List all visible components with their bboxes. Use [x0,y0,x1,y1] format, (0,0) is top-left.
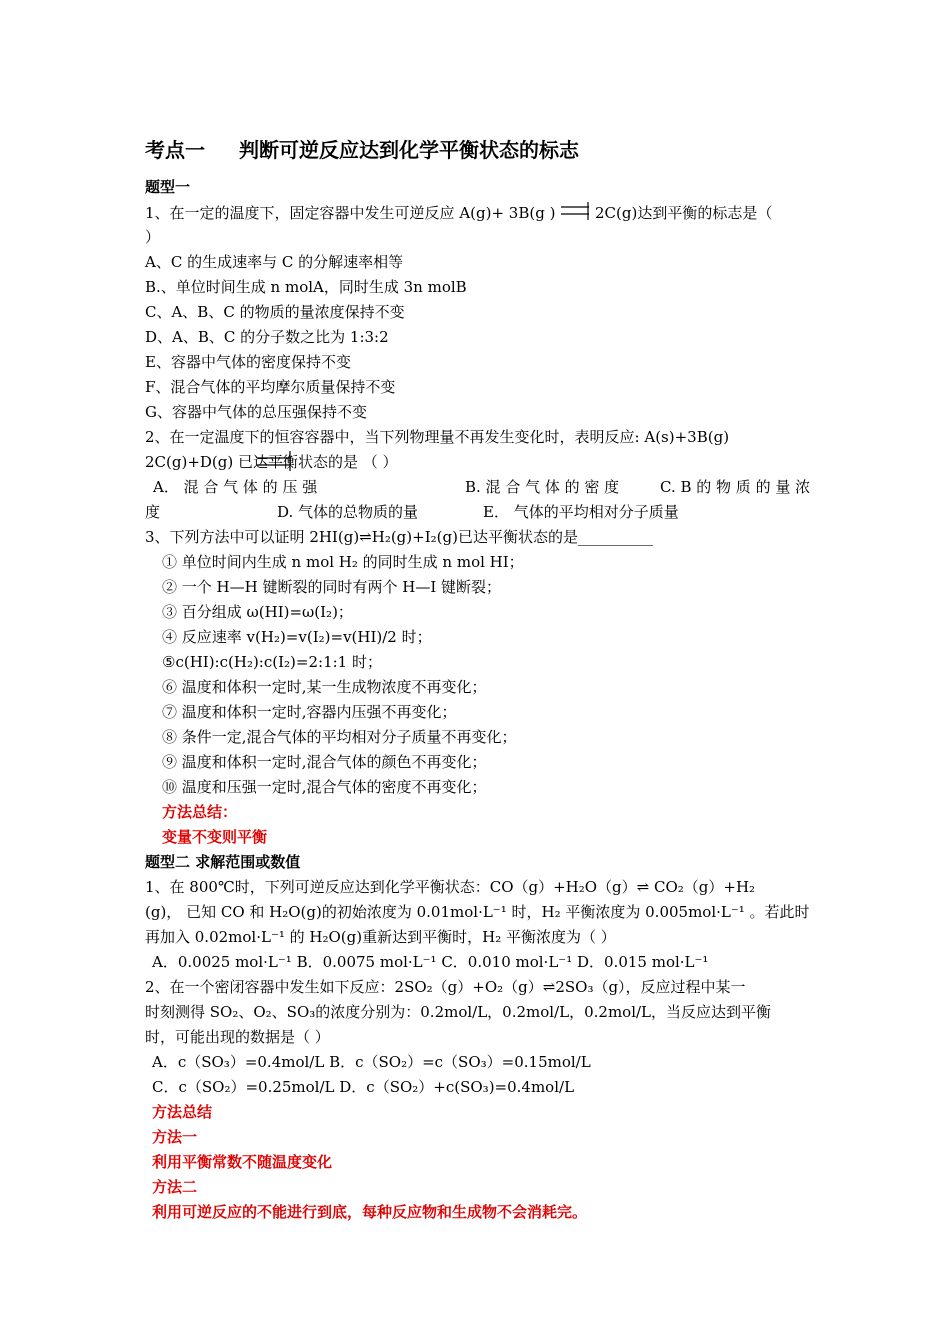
q1-option-d: D、A、B、C 的分子数之比为 1:3:2 [145,328,389,346]
q1-stem-c: ） [145,228,161,246]
t2-q2-line2: 时刻测得 SO₂、O₂、SO₃的浓度分别为：0.2mol/L，0.2mol/L，0.2mol/L，当反应达到平衡 [145,1003,772,1021]
q3-item-8: ⑧ 条件一定,混合气体的平均相对分子质量不再变化； [162,728,517,746]
t2-method2-body: 利用可逆反应的不能进行到底，每种反应物和生成物不会消耗完。 [152,1203,588,1221]
q3-item-10: ⑩ 温度和压强一定时,混合气体的密度不再变化； [162,778,487,796]
t2-q2-options-ab: A．c（SO₃）=0.4mol/L B．c（SO₂）=c（SO₃）=0.15mol/L [152,1053,591,1071]
method-summary-body: 变量不变则平衡 [162,828,268,846]
q3-stem: 3、下列方法中可以证明 2HI(g)⇌H₂(g)+I₂(g)已达平衡状态的是__________ [145,528,653,546]
reversible-arrow-icon [255,450,295,472]
t2-q1-options: A．0.0025 mol·L⁻¹ B．0.0075 mol·L⁻¹ C．0.010 mol·L⁻¹ D．0.015 mol·L⁻¹ [152,953,709,971]
q1-option-e: E、容器中气体的密度保持不变 [145,353,351,371]
t2-method2-title: 方法二 [152,1178,198,1196]
q1-option-b: B.、单位时间生成 n molA，同时生成 3n molB [145,278,467,296]
title-part2: 判断可逆反应达到化学平衡状态的标志 [239,138,579,162]
type1-heading: 题型一 [145,178,191,196]
q1-option-g: G、容器中气体的总压强保持不变 [145,403,367,421]
q3-item-7: ⑦ 温度和体积一定时,容器内压强不再变化； [162,703,457,721]
q3-item-4: ④ 反应速率 v(H₂)=v(I₂)=v(HI)/2 时； [162,628,432,646]
q2-option-a: A． 混 合 气 体 的 压 强 [153,478,318,496]
q1-option-f: F、混合气体的平均摩尔质量保持不变 [145,378,396,396]
t2-q2-options-cd: C．c（SO₂）=0.25mol/L D．c（SO₂）+c(SO₃)=0.4mol/L [152,1078,575,1096]
t2-method1-body: 利用平衡常数不随温度变化 [152,1153,333,1171]
q1-stem-a: 1、在一定的温度下，固定容器中发生可逆反应 A(g)+ 3B(g ) [145,204,556,222]
t2-method1-title: 方法一 [152,1128,198,1146]
q2-option-d: D. 气体的总物质的量 [277,503,419,521]
section-title [145,138,579,163]
q3-item-2: ② 一个 H—H 键断裂的同时有两个 H—I 键断裂； [162,578,502,596]
t2-q2-line1: 2、在一个密闭容器中发生如下反应：2SO₂（g）+O₂（g）⇌2SO₃（g），反应过程中某一 [145,978,746,996]
q2-option-e: E． 气体的平均相对分子质量 [483,503,679,521]
t2-q1-line1: 1、在 800℃时，下列可逆反应达到化学平衡状态：CO（g）+H₂O（g）⇌ CO₂（g）+H₂ [145,878,756,896]
q2-option-c: C. B 的 物 质 的 量 浓 [660,478,811,496]
q1-option-a: A、C 的生成速率与 C 的分解速率相等 [145,253,404,271]
q3-item-9: ⑨ 温度和体积一定时,混合气体的颜色不再变化； [162,753,487,771]
q3-item-1: ① 单位时间内生成 n mol H₂ 的同时生成 n mol HI； [162,553,524,571]
t2-q1-line2: (g)， 已知 CO 和 H₂O(g)的初始浓度为 0.01mol·L⁻¹ 时，H₂ 平衡浓度为 0.005mol·L⁻¹ 。若此时 [145,903,810,921]
q3-item-5: ⑤c(HI):c(H₂):c(I₂)=2:1:1 时； [162,653,382,671]
q2-stem-b-text: 2C(g)+D(g) 已达平衡状态的是 （ ） [145,453,398,471]
q2-stem-a: 2、在一定温度下的恒容容器中，当下列物理量不再发生变化时，表明反应: A(s)+3B(g) [145,428,730,446]
type2-heading: 题型二 求解范围或数值 [145,853,301,871]
q2-option-b: B. 混 合 气 体 的 密 度 [465,478,620,496]
q1-option-c: C、A、B、C 的物质的量浓度保持不变 [145,303,405,321]
q3-item-6: ⑥ 温度和体积一定时,某一生成物浓度不再变化； [162,678,487,696]
t2-q2-line3: 时，可能出现的数据是（ ） [145,1028,330,1046]
q3-item-3: ③ 百分组成 ω(HI)=ω(I₂)； [162,603,353,621]
q2-option-c-cont: 度 [145,503,161,521]
title-part1: 考点一 [145,138,205,162]
reversible-arrow-icon [560,200,590,220]
t2-q1-line3: 再加入 0.02mol·L⁻¹ 的 H₂O(g)重新达到平衡时，H₂ 平衡浓度为（ ） [145,928,616,946]
method-summary-title: 方法总结： [162,803,238,821]
q1-stem [145,200,772,226]
q1-stem-b: 2C(g)达到平衡的标志是（ [595,204,773,222]
t2-summary-title: 方法总结 [152,1103,213,1121]
